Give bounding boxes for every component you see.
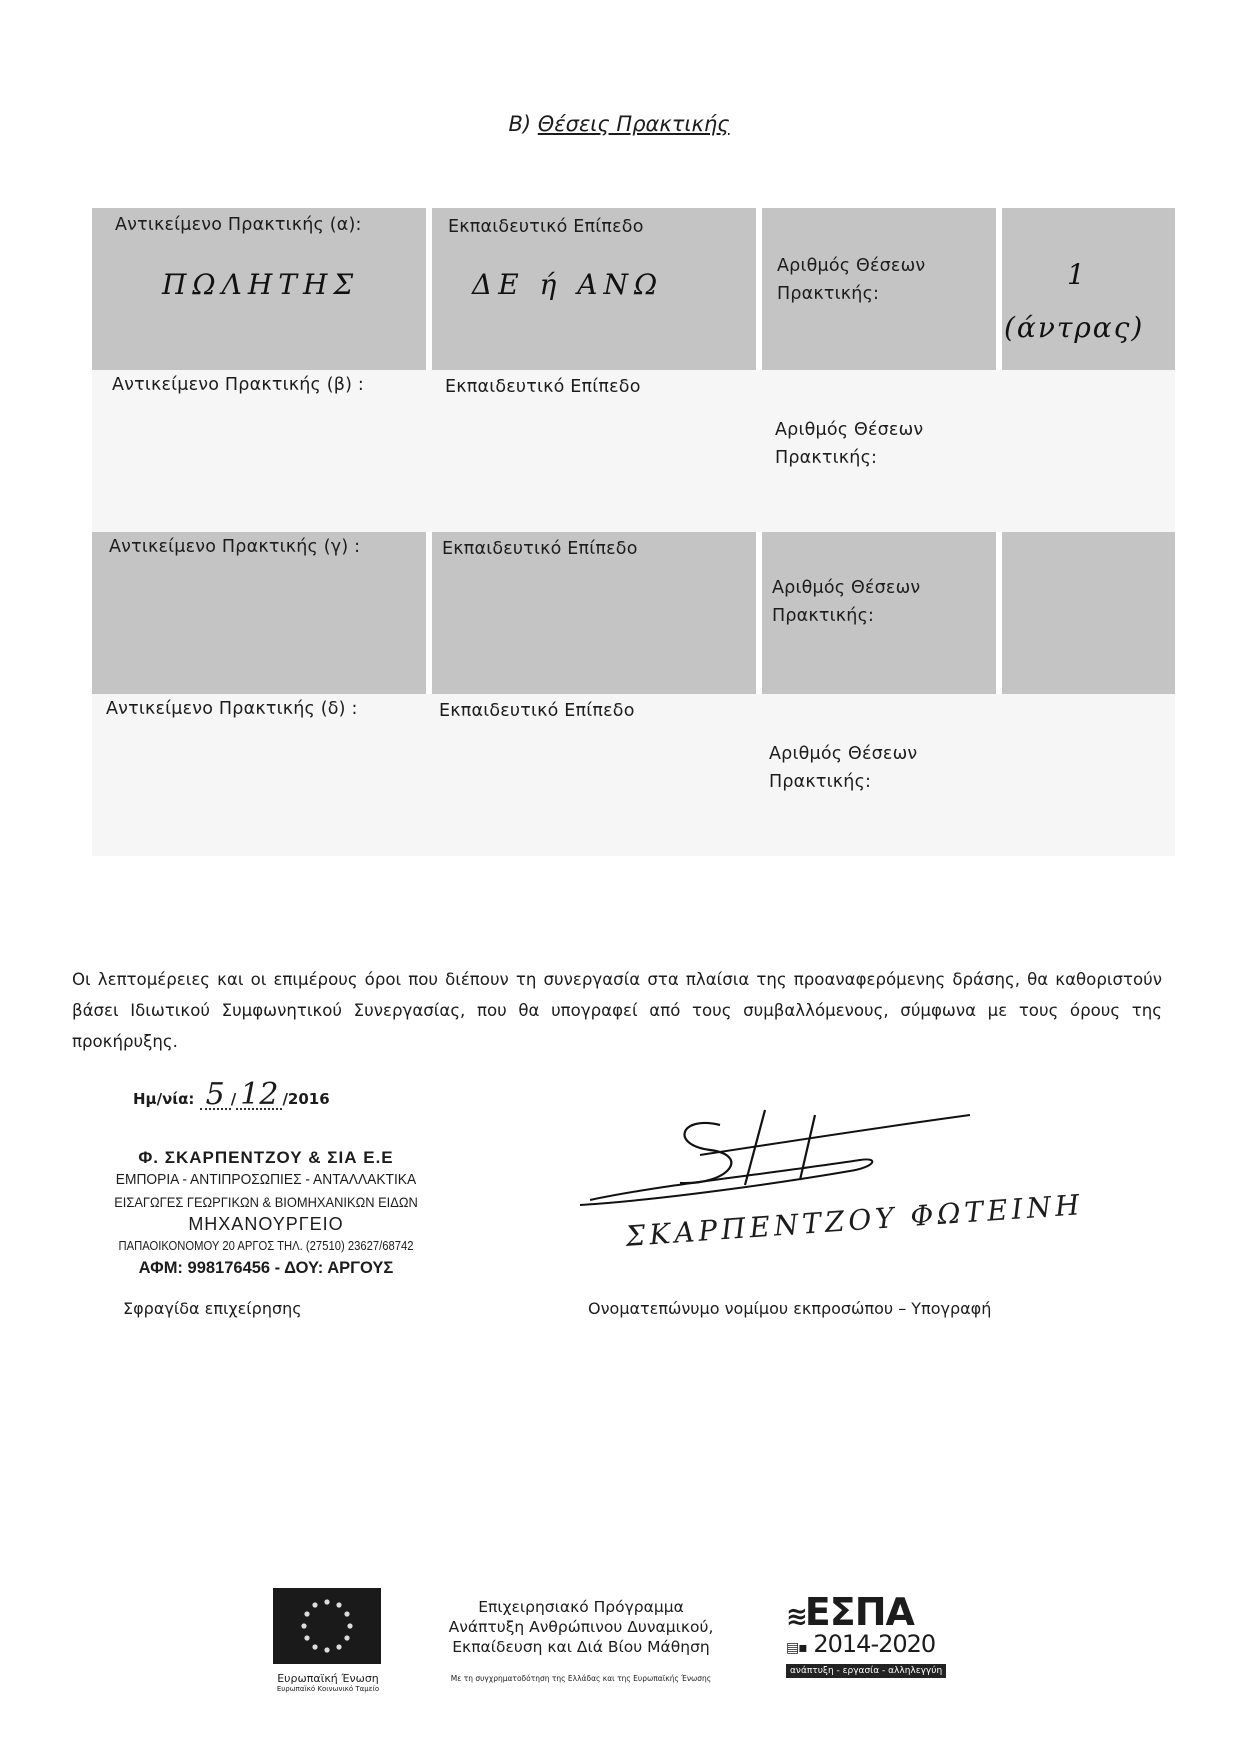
placement-row-d — [92, 694, 1175, 856]
subject-label-d: Αντικείμενο Πρακτικής (δ) : — [106, 699, 358, 719]
subject-value-a: ΠΩΛΗΤΗΣ — [162, 268, 360, 301]
stamp-caption: Σφραγίδα επιχείρησης — [123, 1299, 302, 1318]
date-day-field — [200, 1077, 231, 1112]
stamp-line-2: ΕΜΠΟΡΙΑ - ΑΝΤΙΠΡΟΣΩΠΙΕΣ - ΑΝΤΑΛΛΑΚΤΙΚΑ — [115, 1172, 417, 1188]
espa-logo — [786, 1590, 956, 1678]
level-label-a: Εκπαιδευτικό Επίπεδο — [448, 217, 644, 237]
stamp-line-3: ΕΙΣΑΓΩΓΕΣ ΓΕΩΡΓΙΚΩΝ & ΒΙΟΜΗΧΑΝΙΚΩΝ ΕΙΔΩΝ — [114, 1194, 418, 1210]
signatory-name-handwritten: ΣΚΑΡΠΕΝΤΖΟΥ ΦΩΤΕΙΝΗ — [624, 1188, 1085, 1253]
program-line-2: Ανάπτυξη Ανθρώπινου Δυναμικού, — [448, 1618, 714, 1636]
positions-label-d-2: Πρακτικής: — [769, 772, 872, 792]
stamp-line-4: ΜΗΧΑΝΟΥΡΓΕΙΟ — [188, 1214, 344, 1234]
positions-label-b-2: Πρακτικής: — [775, 448, 878, 468]
positions-value-a: 1 — [1067, 258, 1091, 291]
program-note: Με τη συγχρηματοδότηση της Ελλάδας και της Ευρωπαϊκής Ένωσης — [450, 1674, 712, 1683]
placement-row-b — [92, 370, 1175, 532]
positions-label-b: Αριθμός Θέσεων — [775, 420, 924, 440]
date-label: Ημ/νία: — [133, 1090, 195, 1108]
section-heading: Θέσεις Πρακτικής — [537, 112, 730, 136]
program-line-1: Επιχειρησιακό Πρόγραμμα — [478, 1598, 684, 1616]
level-label-c: Εκπαιδευτικό Επίπεδο — [442, 539, 638, 559]
espa-brand: ≋ΕΣΠΑ — [786, 1590, 914, 1634]
espa-years: ▤▪ 2014-2020 — [786, 1630, 936, 1658]
stamp-address: ΠΑΠΑΟΙΚΟΝΟΜΟΥ 20 ΑΡΓΟΣ ΤΗΛ. (27510) 23627/68742 — [118, 1239, 414, 1253]
positions-label-c-2: Πρακτικής: — [772, 606, 875, 626]
positions-label-a: Αριθμός Θέσεων — [777, 256, 926, 276]
level-label-b: Εκπαιδευτικό Επίπεδο — [445, 377, 641, 397]
subject-label-a: Αντικείμενο Πρακτικής (α): — [115, 215, 362, 235]
espa-tagline: ανάπτυξη - εργασία - αλληλεγγύη — [786, 1664, 946, 1678]
positions-note-a: (άντρας) — [1004, 311, 1145, 344]
level-value-a: ΔΕ ή ΑΝΩ — [472, 268, 664, 301]
section-title — [0, 112, 1238, 136]
date-month-field — [236, 1077, 282, 1112]
stamp-company-name: Φ. ΣΚΑΡΠΕΝΤΖΟΥ & ΣΙΑ Ε.Ε — [138, 1148, 394, 1167]
positions-label-a-2: Πρακτικής: — [777, 284, 880, 304]
espa-stripes-icon: ≋ — [786, 1602, 805, 1632]
eu-logo — [273, 1588, 383, 1693]
section-prefix: Β) — [508, 112, 532, 136]
positions-label-d: Αριθμός Θέσεων — [769, 744, 918, 764]
date-year: /2016 — [282, 1090, 330, 1108]
subject-label-c: Αντικείμενο Πρακτικής (γ) : — [109, 537, 361, 557]
signature-caption: Ονοματεπώνυμο νομίμου εκπροσώπου – Υπογραφή — [588, 1299, 992, 1318]
subject-label-b: Αντικείμενο Πρακτικής (β) : — [112, 375, 365, 395]
terms-paragraph: Οι λεπτομέρειες και οι επιμέρους όροι που διέπουν τη συνεργασία στα πλαίσια της προαναφερόμενης δράσης, θα καθοριστούν βάσει Ιδιωτικού Συμφωνητικού Συνεργασίας, που θα υπογραφεί από τους συμβαλλόμενους, σύμφωνα με τους όρους της προκήρυξης. — [72, 970, 1162, 1051]
program-logo — [416, 1597, 746, 1689]
date-day: 5 — [205, 1077, 225, 1112]
placement-row-a — [92, 208, 1175, 370]
positions-label-c: Αριθμός Θέσεων — [772, 578, 921, 598]
placements-table — [92, 208, 1175, 860]
eu-flag-icon — [273, 1588, 381, 1664]
date-month: 12 — [240, 1077, 279, 1112]
eu-subcaption: Ευρωπαϊκό Κοινωνικό Ταμείο — [276, 1685, 380, 1693]
program-line-3: Εκπαίδευση και Διά Βίου Μάθηση — [452, 1638, 710, 1656]
stamp-tax-id: ΑΦΜ: 998176456 - ΔΟΥ: ΑΡΓΟΥΣ — [138, 1259, 394, 1277]
placement-row-c — [92, 532, 1175, 694]
level-label-d: Εκπαιδευτικό Επίπεδο — [439, 701, 635, 721]
company-stamp — [96, 1147, 436, 1279]
date-line: Ημ/νία: 5 / 12 /2016 — [133, 1077, 330, 1112]
greek-flag-icon: ▤▪ — [786, 1640, 807, 1656]
eu-caption: Ευρωπαϊκή Ένωση — [277, 1672, 379, 1685]
